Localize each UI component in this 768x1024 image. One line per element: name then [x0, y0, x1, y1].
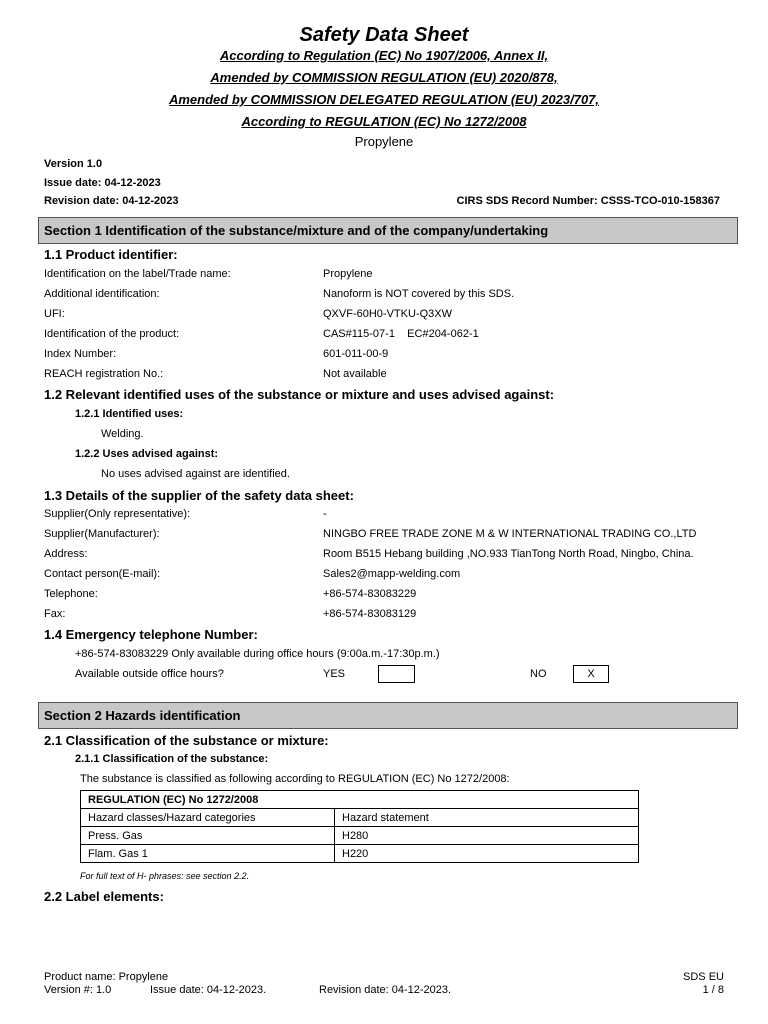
identified-uses-text: Welding.	[101, 428, 144, 440]
fax-label: Fax:	[44, 608, 66, 620]
additional-identification-label: Additional identification:	[44, 288, 160, 300]
yes-checkbox	[378, 665, 415, 683]
footer-page-number: 1 / 8	[702, 984, 724, 996]
table-cell: Flam. Gas 1	[81, 845, 335, 863]
record-number-label: CIRS SDS Record Number: CSSS-TCO-010-158367	[456, 195, 720, 207]
uses-advised-against-heading: 1.2.2 Uses advised against:	[75, 448, 219, 460]
ufi-value: QXVF-60H0-VTKU-Q3XW	[323, 308, 452, 320]
supplier-representative-value: -	[323, 508, 327, 520]
address-value: Room B515 Hebang building ,NO.933 TianTong North Road, Ningbo, China.	[323, 548, 694, 560]
table-cell: Press. Gas	[81, 827, 335, 845]
fax-value: +86-574-83083129	[323, 608, 417, 620]
regulation-line-4: According to REGULATION (EC) No 1272/2008	[241, 114, 527, 129]
index-number-label: Index Number:	[44, 348, 117, 360]
label-elements-heading: 2.2 Label elements:	[44, 889, 164, 904]
ufi-label: UFI:	[44, 308, 65, 320]
section-2-header: Section 2 Hazards identification	[38, 702, 738, 729]
table-cell: H220	[335, 845, 639, 863]
supplier-details-heading: 1.3 Details of the supplier of the safety data sheet:	[44, 488, 354, 503]
yes-label: YES	[323, 668, 346, 680]
table-header-row	[81, 809, 639, 827]
index-number-value: 601-011-00-9	[323, 348, 389, 360]
classification-table	[80, 790, 639, 863]
telephone-value: +86-574-83083229	[323, 588, 417, 600]
contact-email-link[interactable]: Sales2@mapp-welding.com	[323, 568, 461, 580]
product-identifier-heading: 1.1 Product identifier:	[44, 247, 178, 262]
outside-hours-label: Available outside office hours?	[75, 668, 224, 680]
regulation-line-2: Amended by COMMISSION REGULATION (EU) 2020/878,	[210, 70, 558, 85]
regulation-line-1: According to Regulation (EC) No 1907/2006, Annex II,	[219, 48, 549, 63]
no-checkbox: X	[573, 665, 609, 683]
footer-doc-type: SDS EU	[683, 971, 724, 983]
reach-registration-label: REACH registration No.:	[44, 368, 164, 380]
version-label: Version 1.0	[44, 158, 103, 170]
uses-advised-against-text: No uses advised against are identified.	[101, 468, 290, 480]
table-row	[81, 827, 639, 845]
footer-product-name: Product name: Propylene	[44, 971, 169, 983]
footer-issue-date: Issue date: 04-12-2023.	[150, 984, 267, 996]
product-identification-value: CAS#115-07-1 EC#204-062-1	[323, 328, 479, 340]
revision-date-label: Revision date: 04-12-2023	[44, 195, 179, 207]
trade-name-label: Identification on the label/Trade name:	[44, 268, 231, 280]
footer-revision-date: Revision date: 04-12-2023.	[319, 984, 452, 996]
emergency-telephone-heading: 1.4 Emergency telephone Number:	[44, 627, 258, 642]
emergency-telephone-text: +86-574-83083229 Only available during office hours (9:00a.m.-17:30p.m.)	[75, 648, 440, 660]
relevant-uses-heading: 1.2 Relevant identified uses of the substance or mixture and uses advised against:	[44, 387, 555, 402]
additional-identification-value: Nanoform is NOT covered by this SDS.	[323, 288, 515, 300]
table-caption: REGULATION (EC) No 1272/2008	[81, 791, 639, 809]
substance-classification-heading: 2.1.1 Classification of the substance:	[75, 753, 269, 765]
supplier-manufacturer-label: Supplier(Manufacturer):	[44, 528, 160, 540]
document-title: Safety Data Sheet	[299, 24, 469, 46]
supplier-representative-label: Supplier(Only representative):	[44, 508, 191, 520]
reach-registration-value: Not available	[323, 368, 387, 380]
no-label: NO	[530, 668, 547, 680]
table-cell: H280	[335, 827, 639, 845]
contact-person-label: Contact person(E-mail):	[44, 568, 161, 580]
product-identification-label: Identification of the product:	[44, 328, 180, 340]
telephone-label: Telephone:	[44, 588, 98, 600]
section-1-header: Section 1 Identification of the substance/mixture and of the company/undertaking	[38, 217, 738, 244]
issue-date-label: Issue date: 04-12-2023	[44, 177, 161, 189]
footer-version: Version #: 1.0	[44, 984, 112, 996]
trade-name-value: Propylene	[323, 268, 373, 280]
address-label: Address:	[44, 548, 88, 560]
table-header-hazard-statement: Hazard statement	[335, 809, 639, 827]
classification-text: The substance is classified as following according to REGULATION (EC) No 1272/2008:	[80, 773, 510, 785]
regulation-line-3: Amended by COMMISSION DELEGATED REGULATION (EU) 2023/707,	[168, 92, 600, 107]
h-phrases-note: For full text of H- phrases: see section 2.2.	[80, 871, 250, 881]
supplier-manufacturer-value: NINGBO FREE TRADE ZONE M & W INTERNATIONAL TRADING CO.,LTD	[323, 528, 697, 540]
table-row	[81, 845, 639, 863]
product-name-heading: Propylene	[354, 134, 414, 149]
table-header-hazard-classes: Hazard classes/Hazard categories	[81, 809, 335, 827]
classification-heading: 2.1 Classification of the substance or mixture:	[44, 733, 329, 748]
identified-uses-heading: 1.2.1 Identified uses:	[75, 408, 184, 420]
